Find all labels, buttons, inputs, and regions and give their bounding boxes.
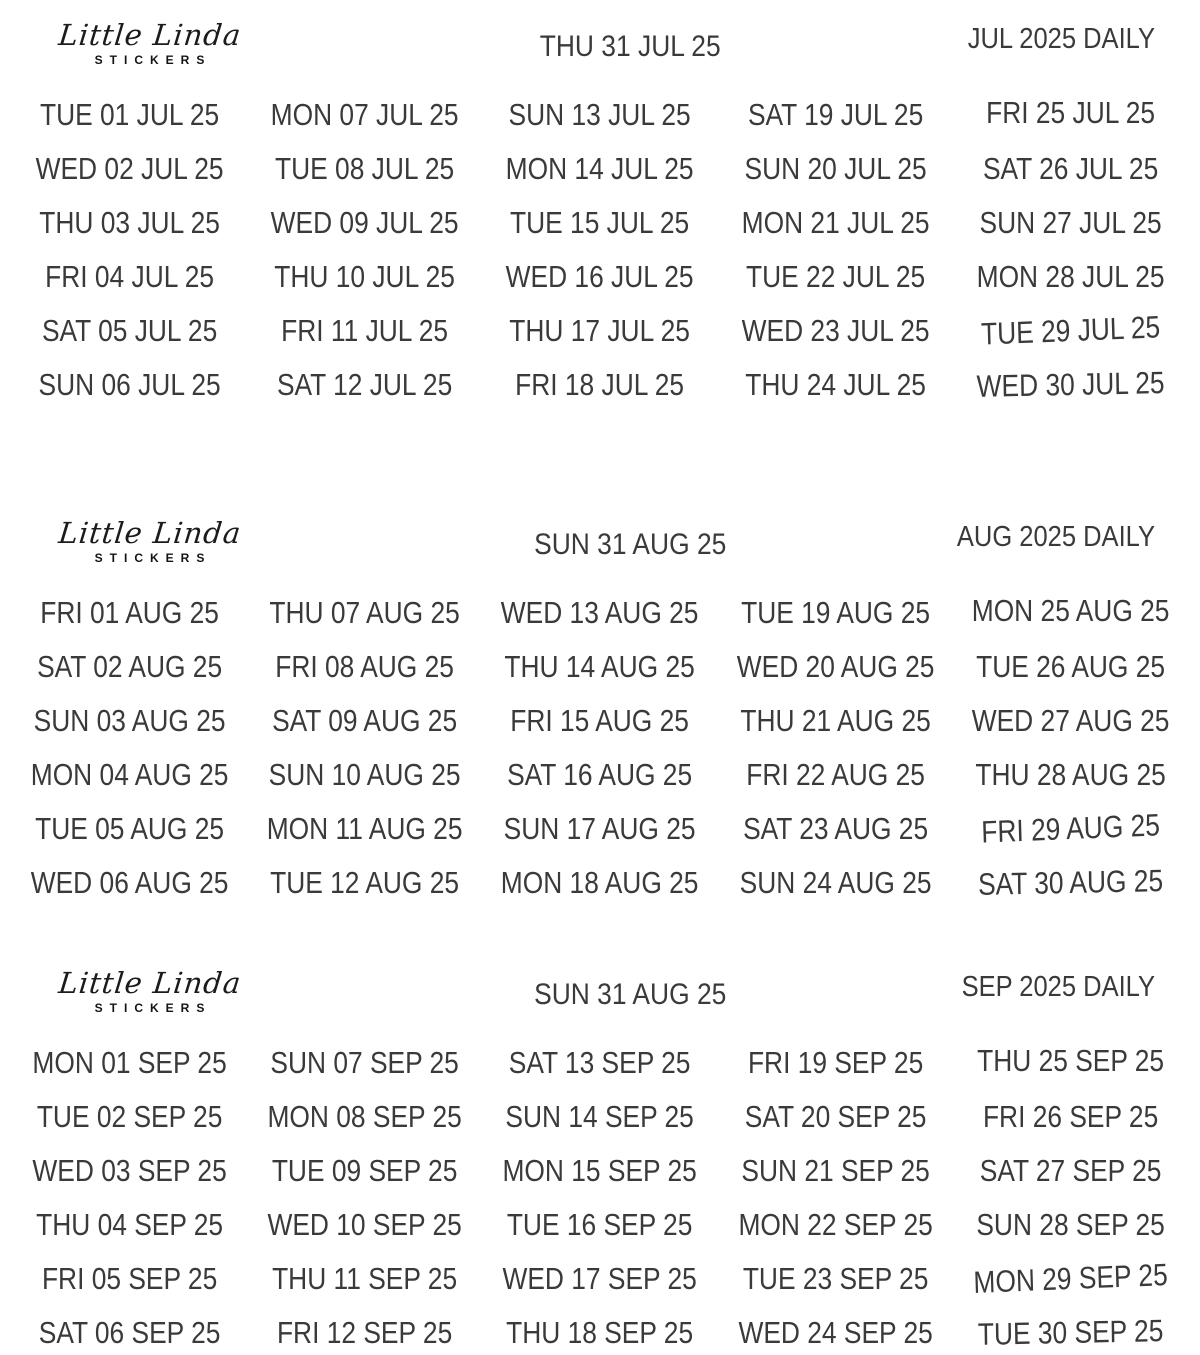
date-sticker-grid [0, 88, 1200, 412]
date-sticker: WED 20 AUG 25 [736, 649, 935, 684]
brand-subtitle: STICKERS [94, 1001, 212, 1016]
date-sticker: TUE 23 SEP 25 [742, 1261, 928, 1296]
month-title-sticker: AUG 2025 DAILY [956, 521, 1155, 553]
date-sticker: FRI 12 SEP 25 [277, 1315, 453, 1350]
date-sticker: SUN 24 AUG 25 [739, 865, 932, 900]
brand-name: Little Linda [56, 516, 244, 550]
date-sticker: TUE 05 AUG 25 [35, 811, 225, 846]
date-sticker: WED 13 AUG 25 [501, 595, 699, 630]
date-sticker: SAT 30 AUG 25 [977, 863, 1164, 902]
date-sticker: SUN 17 AUG 25 [504, 811, 696, 846]
date-sticker: WED 24 SEP 25 [738, 1315, 933, 1350]
date-sticker: FRI 04 JUL 25 [45, 259, 215, 294]
date-sticker: MON 15 SEP 25 [502, 1153, 698, 1188]
date-sticker: MON 25 AUG 25 [971, 593, 1170, 628]
month-31st-sticker: SUN 31 AUG 25 [534, 978, 727, 1011]
date-sticker: SAT 06 SEP 25 [38, 1315, 221, 1350]
date-sticker: THU 14 AUG 25 [504, 649, 696, 684]
date-sticker-grid [0, 586, 1200, 910]
date-sticker: FRI 29 AUG 25 [980, 807, 1161, 850]
date-sticker: FRI 08 AUG 25 [275, 649, 455, 684]
date-sticker-grid [0, 1036, 1200, 1355]
date-sticker: WED 27 AUG 25 [971, 703, 1170, 738]
date-sticker: FRI 19 SEP 25 [747, 1045, 923, 1080]
date-sticker: SUN 07 SEP 25 [270, 1045, 460, 1080]
date-sticker: WED 10 SEP 25 [267, 1207, 462, 1242]
date-sticker: TUE 29 JUL 25 [980, 309, 1161, 352]
date-sticker: WED 02 JUL 25 [35, 151, 224, 186]
date-sticker: MON 22 SEP 25 [738, 1207, 933, 1242]
date-sticker: WED 06 AUG 25 [30, 865, 229, 900]
date-sticker: SAT 09 AUG 25 [272, 703, 458, 738]
brand-logo [55, 968, 245, 1015]
date-sticker: TUE 12 AUG 25 [270, 865, 460, 900]
date-sticker: MON 04 AUG 25 [30, 757, 229, 792]
date-sticker: FRI 01 AUG 25 [40, 595, 219, 630]
date-sticker: WED 30 JUL 25 [976, 365, 1165, 404]
date-sticker: SAT 27 SEP 25 [979, 1153, 1162, 1188]
date-sticker: THU 28 AUG 25 [975, 757, 1166, 792]
month-31st-sticker: THU 31 JUL 25 [539, 30, 721, 63]
brand-name: Little Linda [56, 18, 244, 52]
date-sticker: WED 23 JUL 25 [741, 313, 930, 348]
date-sticker: TUE 16 SEP 25 [507, 1207, 693, 1242]
date-sticker: SUN 10 AUG 25 [268, 757, 461, 792]
date-sticker: SAT 05 JUL 25 [41, 313, 218, 348]
date-sticker: SUN 20 JUL 25 [744, 151, 927, 186]
date-sticker: MON 21 JUL 25 [741, 205, 930, 240]
date-sticker: WED 09 JUL 25 [270, 205, 459, 240]
date-sticker: FRI 22 AUG 25 [745, 757, 925, 792]
date-sticker: MON 28 JUL 25 [976, 259, 1165, 294]
date-sticker: SUN 03 AUG 25 [33, 703, 226, 738]
date-sticker: THU 17 JUL 25 [509, 313, 691, 348]
section-september-2025 [0, 948, 1200, 1355]
date-sticker: TUE 01 JUL 25 [40, 97, 220, 132]
date-sticker: TUE 09 SEP 25 [272, 1153, 458, 1188]
month-title-sticker: JUL 2025 DAILY [967, 23, 1155, 55]
brand-logo [55, 20, 245, 67]
date-sticker: FRI 11 JUL 25 [281, 313, 449, 348]
brand-logo [55, 518, 245, 565]
date-sticker: WED 03 SEP 25 [32, 1153, 227, 1188]
date-sticker: TUE 30 SEP 25 [977, 1313, 1164, 1352]
date-sticker: WED 16 JUL 25 [506, 259, 694, 294]
date-sticker: SAT 02 AUG 25 [37, 649, 223, 684]
date-sticker: THU 18 SEP 25 [506, 1315, 694, 1350]
date-sticker: MON 11 AUG 25 [266, 811, 463, 846]
date-sticker: FRI 18 JUL 25 [515, 367, 685, 402]
brand-subtitle: STICKERS [94, 53, 212, 68]
date-sticker: TUE 15 JUL 25 [510, 205, 690, 240]
date-sticker: MON 29 SEP 25 [972, 1257, 1168, 1300]
date-sticker: THU 07 AUG 25 [269, 595, 460, 630]
date-sticker: SUN 21 SEP 25 [740, 1153, 930, 1188]
date-sticker: MON 07 JUL 25 [270, 97, 459, 132]
section-july-2025 [0, 0, 1200, 412]
section-august-2025 [0, 498, 1200, 910]
date-sticker: SUN 13 JUL 25 [508, 97, 692, 132]
date-sticker: FRI 25 JUL 25 [985, 95, 1155, 130]
date-sticker: THU 25 SEP 25 [976, 1043, 1164, 1078]
section-header [0, 948, 1200, 1028]
date-sticker: TUE 26 AUG 25 [975, 649, 1165, 684]
date-sticker: THU 04 SEP 25 [36, 1207, 224, 1242]
date-sticker: SAT 23 AUG 25 [742, 811, 928, 846]
section-header [0, 0, 1200, 80]
date-sticker: SUN 14 SEP 25 [505, 1099, 695, 1134]
date-sticker: SAT 16 AUG 25 [507, 757, 693, 792]
date-sticker: SAT 19 JUL 25 [747, 97, 923, 132]
date-sticker: TUE 08 JUL 25 [275, 151, 455, 186]
brand-subtitle: STICKERS [94, 551, 212, 566]
date-sticker: SUN 06 JUL 25 [38, 367, 221, 402]
month-title-sticker: SEP 2025 DAILY [961, 971, 1155, 1003]
date-sticker: MON 08 SEP 25 [267, 1099, 462, 1134]
date-sticker: FRI 15 AUG 25 [510, 703, 690, 738]
date-sticker: THU 11 SEP 25 [272, 1261, 458, 1296]
date-sticker: SAT 12 JUL 25 [277, 367, 453, 402]
date-sticker: FRI 26 SEP 25 [982, 1099, 1159, 1134]
date-sticker: TUE 02 SEP 25 [36, 1099, 223, 1134]
date-sticker: THU 21 AUG 25 [740, 703, 931, 738]
month-31st-sticker: SUN 31 AUG 25 [534, 528, 727, 561]
date-sticker: WED 17 SEP 25 [502, 1261, 698, 1296]
date-sticker: THU 10 JUL 25 [274, 259, 456, 294]
date-sticker: THU 03 JUL 25 [39, 205, 220, 240]
date-sticker: MON 18 AUG 25 [501, 865, 699, 900]
brand-name: Little Linda [56, 966, 244, 1000]
section-header [0, 498, 1200, 578]
date-sticker: MON 01 SEP 25 [32, 1045, 227, 1080]
date-sticker: SUN 28 SEP 25 [976, 1207, 1165, 1242]
date-sticker: SAT 13 SEP 25 [509, 1045, 691, 1080]
date-sticker: SAT 20 SEP 25 [744, 1099, 927, 1134]
date-sticker: SUN 27 JUL 25 [979, 205, 1162, 240]
date-sticker: MON 14 JUL 25 [506, 151, 694, 186]
date-sticker: SAT 26 JUL 25 [982, 151, 1159, 186]
date-sticker: THU 24 JUL 25 [744, 367, 926, 402]
date-sticker: TUE 22 JUL 25 [745, 259, 925, 294]
date-sticker: FRI 05 SEP 25 [41, 1261, 218, 1296]
date-sticker: TUE 19 AUG 25 [740, 595, 930, 630]
